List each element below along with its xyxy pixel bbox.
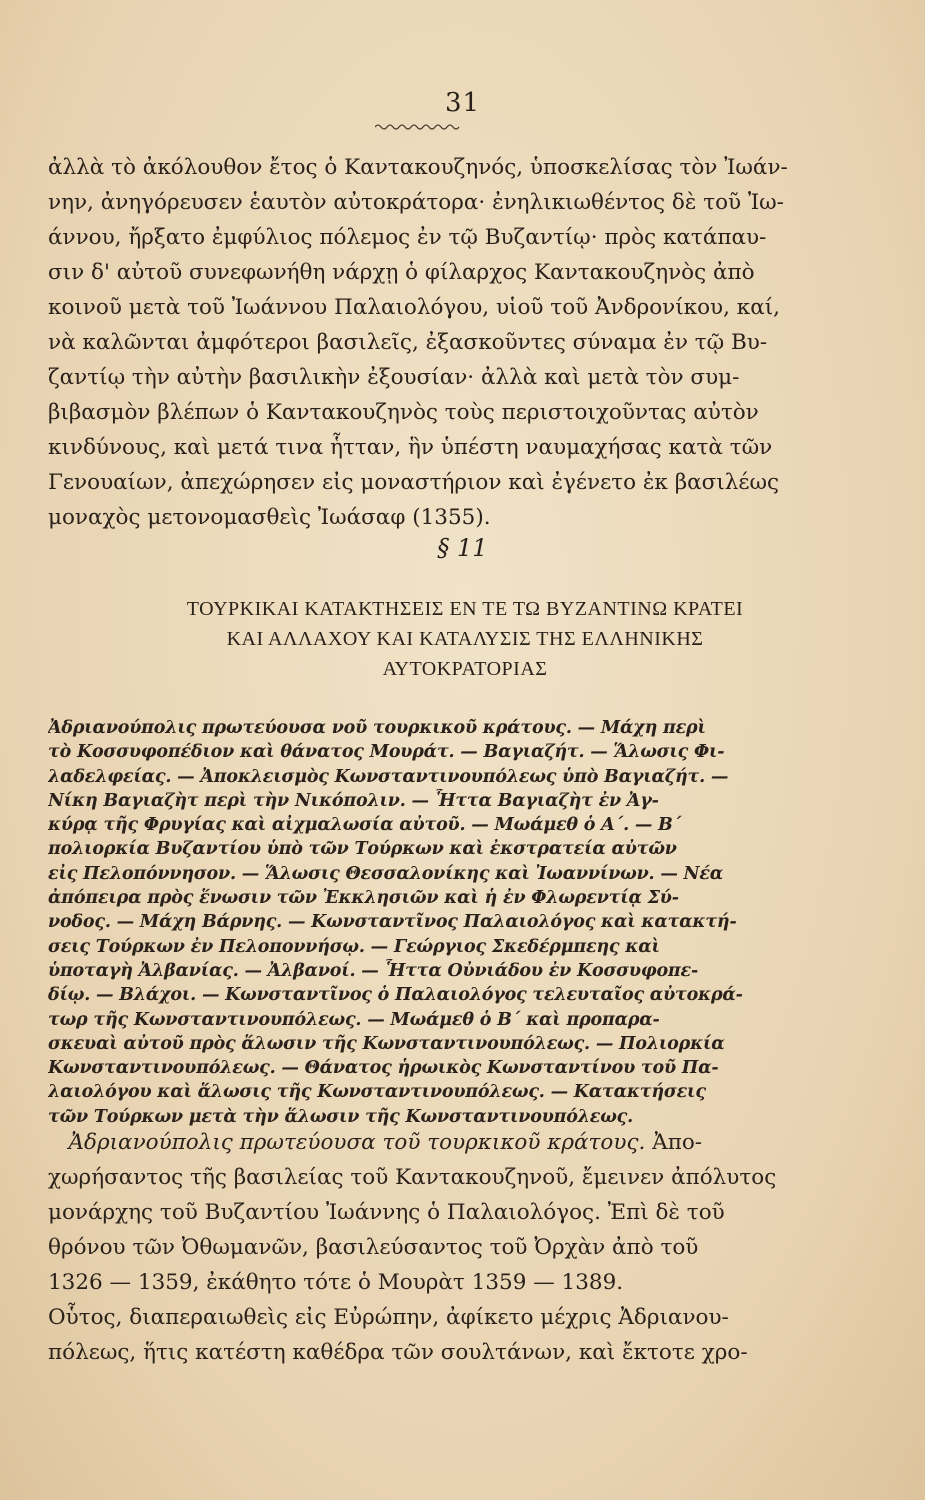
summary-line: δίῳ. — Βλάχοι. — Κωνσταντῖνος ὁ Παλαιολόγος τελευταῖος αὐτοκρά- — [48, 985, 743, 1006]
page-number: 31 — [444, 88, 481, 118]
paragraph-lead: Ἀδριανούπολις πρωτεύουσα τοῦ τουρκικοῦ κράτους. — [68, 1130, 646, 1155]
text-line: σιν δ' αὐτοῦ συνεφωνήθη νάρχῃ ὁ φίλαρχος Καντακουζηνὸς ἀπὸ — [48, 260, 755, 285]
text-line: Οὗτος, διαπεραιωθεὶς εἰς Εὐρώπην, ἀφίκετο μέχρις Ἀδριανου- — [48, 1305, 729, 1330]
wavy-ornament — [375, 122, 460, 132]
section-number: § 11 — [437, 534, 488, 562]
summary-line: λαιολόγου καὶ ἅλωσις τῆς Κωνσταντινουπόλεως. — Κατακτήσεις — [48, 1082, 706, 1103]
text-line: 1326 — 1359, ἐκάθητο τότε ὁ Μουρὰτ 1359 — 1389. — [48, 1270, 624, 1295]
text-line: χωρήσαντος τῆς βασιλείας τοῦ Καντακουζηνοῦ, ἔμεινεν ἀπόλυτος — [48, 1165, 777, 1190]
summary-line: λαδελφείας. — Ἀποκλεισμὸς Κωνσταντινουπόλεως ὑπὸ Βαγιαζήτ. — — [48, 766, 729, 787]
summary-line: νοδος. — Μάχη Βάρνης. — Κωνσταντῖνος Παλαιολόγος καὶ κατακτή- — [48, 912, 737, 933]
summary-line: τωρ τῆς Κωνσταντινουπόλεως. — Μωάμεθ ὁ Β΄ καὶ προπαρα- — [48, 1009, 660, 1030]
text-line: νὰ καλῶνται ἀμφότεροι βασιλεῖς, ἐξασκοῦντες σύναμα ἐν τῷ Βυ- — [48, 330, 768, 355]
summary-line: τὸ Κοσσυφοπέδιον καὶ θάνατος Μουράτ. — Βαγιαζήτ. — Ἅλωσις Φι- — [48, 742, 725, 763]
paragraph-adrianople — [48, 1125, 878, 1370]
summary-line: Κωνσταντινουπόλεως. — Θάνατος ἡρωικὸς Κωνσταντίνου τοῦ Πα- — [48, 1058, 719, 1079]
text-line — [48, 1125, 878, 1160]
heading-line: ΑΥΤΟΚΡΑΤΟΡΙΑΣ — [382, 658, 548, 680]
summary-line: ἀπόπειρα πρὸς ἕνωσιν τῶν Ἐκκλησιῶν καὶ ἡ ἐν Φλωρεντίᾳ Σύ- — [48, 888, 679, 909]
text-line: άννου, ἤρξατο ἐμφύλιος πόλεμος ἐν τῷ Βυζαντίῳ· πρὸς κατάπαυ- — [48, 225, 767, 250]
text-line: κοινοῦ μετὰ τοῦ Ἰωάννου Παλαιολόγου, υἱοῦ τοῦ Ἀνδρονίκου, καί, — [48, 295, 781, 320]
summary-line: πολιορκία Βυζαντίου ὑπὸ τῶν Τούρκων καὶ ἐκστρατεία αὐτῶν — [48, 839, 677, 860]
text-line: πόλεως, ἥτις κατέστη καθέδρα τῶν σουλτάνων, καὶ ἔκτοτε χρο- — [48, 1340, 748, 1365]
text-line: νην, ἀνηγόρευσεν ἑαυτὸν αὐτοκράτορα· ἐνηλικιωθέντος δὲ τοῦ Ἰω- — [48, 190, 784, 215]
summary-line: ὑποταγὴ Ἀλβανίας. — Ἀλβανοί. — Ἧττα Οὐνιάδου ἐν Κοσσυφοπε- — [48, 960, 699, 981]
text-line: κινδύνους, καὶ μετά τινα ἧτταν, ἣν ὑπέστη ναυμαχήσας κατὰ τῶν — [48, 435, 773, 460]
summary-line: Ἀδριανούπολις πρωτεύουσα νοῦ τουρκικοῦ κράτους. — Μάχη περὶ — [48, 718, 706, 738]
summary-line: σκευαὶ αὐτοῦ πρὸς ἅλωσιν τῆς Κωνσταντινουπόλεως. — Πολιορκία — [48, 1033, 725, 1054]
text-fragment: Ἀπο- — [645, 1130, 703, 1155]
text-line: βιβασμὸν βλέπων ὁ Καντακουζηνὸς τοὺς περιστοιχοῦντας αὐτὸν — [48, 400, 759, 425]
text-line: μονάρχης τοῦ Βυζαντίου Ἰωάννης ὁ Παλαιολόγος. Ἐπὶ δὲ τοῦ — [48, 1200, 725, 1225]
summary-line: σεις Τούρκων ἐν Πελοποννήσῳ. — Γεώργιος Σκεδέρμπεης καὶ — [48, 936, 660, 957]
text-line: μοναχὸς μετονομασθεὶς Ἰωάσαφ (1355). — [48, 505, 491, 530]
summary-line: εἰς Πελοπόννησον. — Ἅλωσις Θεσσαλονίκης καὶ Ἰωαννίνων. — Νέα — [48, 863, 724, 884]
summary-line: τῶν Τούρκων μετὰ τὴν ἅλωσιν τῆς Κωνσταντινουπόλεως. — [48, 1106, 634, 1127]
summary-line: Νίκη Βαγιαζὴτ περὶ τὴν Νικόπολιν. — Ἧττα Βαγιαζὴτ ἐν Ἀγ- — [48, 790, 659, 811]
heading-line: ΚΑΙ ΑΛΛΑΧΟΥ ΚΑΙ ΚΑΤΑΛΥΣΙΣ ΤΗΣ ΕΛΛΗΝΙΚΗΣ — [226, 628, 704, 650]
summary-line: κύρᾳ τῆς Φρυγίας καὶ αἰχμαλωσία αὐτοῦ. — Μωάμεθ ὁ Α΄. — Β΄ — [48, 815, 682, 836]
text-line: θρόνου τῶν Ὀθωμανῶν, βασιλεύσαντος τοῦ Ὀρχὰν ἀπὸ τοῦ — [48, 1235, 699, 1260]
text-line: ἀλλὰ τὸ ἀκόλουθον ἔτος ὁ Καντακουζηνός, ὑποσκελίσας τὸν Ἰωάν- — [48, 155, 788, 180]
chapter-summary — [48, 716, 878, 1129]
chapter-heading — [60, 594, 870, 684]
paragraph-continued — [48, 150, 878, 535]
heading-line: ΤΟΥΡΚΙΚΑΙ ΚΑΤΑΚΤΗΣΕΙΣ ΕΝ ΤΕ ΤΩ ΒΥΖΑΝΤΙΝΩ ΚΡΑΤΕΙ — [186, 598, 744, 620]
text-line: Γενουαίων, ἀπεχώρησεν εἰς μοναστήριον καὶ ἐγένετο ἐκ βασιλέως — [48, 470, 780, 495]
text-line: ζαντίῳ τὴν αὐτὴν βασιλικὴν ἐξουσίαν· ἀλλὰ καὶ μετὰ τὸν συμ- — [48, 365, 740, 390]
